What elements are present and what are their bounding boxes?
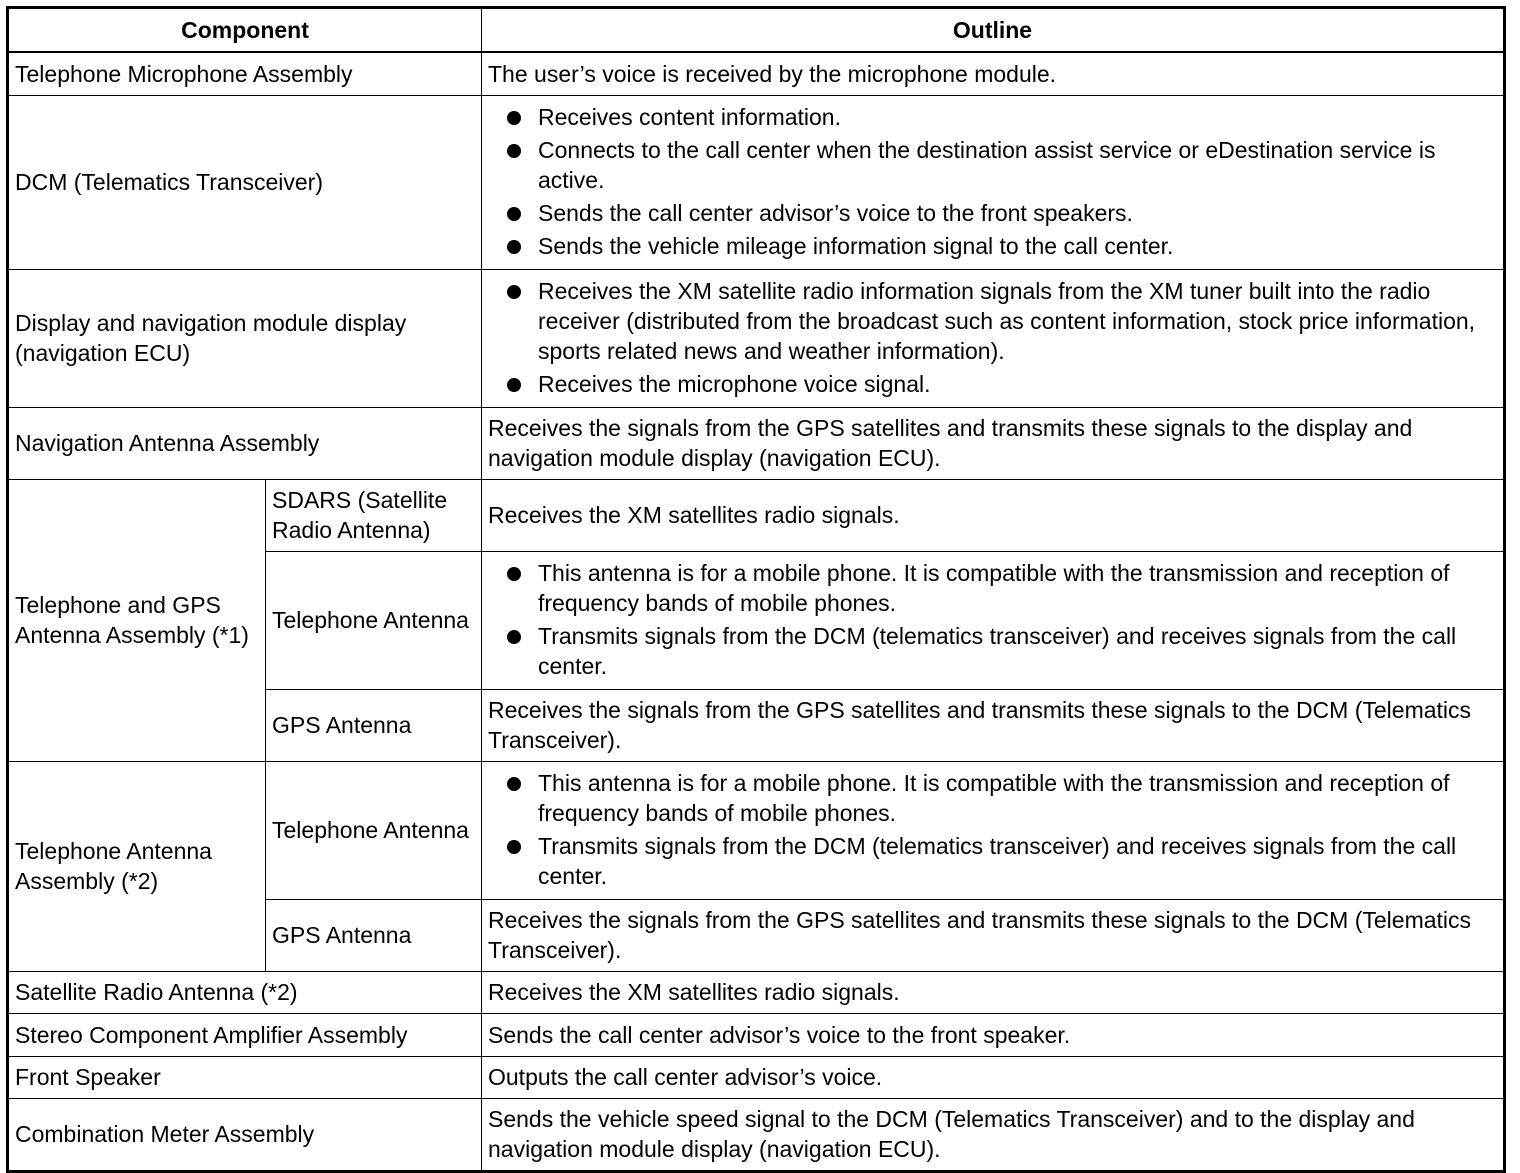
bullet-item: Receives the microphone voice signal. [538, 369, 1497, 399]
header-row [8, 8, 1505, 53]
bullet-item: Sends the vehicle mileage information signal to the call center. [538, 231, 1497, 261]
outline-cell [482, 761, 1505, 899]
component-cell: DCM (Telematics Transceiver) [8, 95, 482, 269]
component-cell: Satellite Radio Antenna (*2) [8, 971, 482, 1013]
outline-cell [482, 269, 1505, 407]
bullet-item: This antenna is for a mobile phone. It is compatible with the transmission and reception of frequency bands of mobile phones. [538, 768, 1497, 828]
outline-cell [482, 551, 1505, 689]
component-cell: Combination Meter Assembly [8, 1098, 482, 1171]
outline-cell: Receives the signals from the GPS satellites and transmits these signals to the DCM (Telematics Transceiver). [482, 899, 1505, 971]
component-cell: Telephone Antenna Assembly (*2) [8, 761, 266, 971]
bullet-list [488, 276, 1497, 399]
bullet-item: This antenna is for a mobile phone. It is compatible with the transmission and reception of frequency bands of mobile phones. [538, 558, 1497, 618]
bullet-item: Sends the call center advisor’s voice to the front speakers. [538, 198, 1497, 228]
component-cell: Telephone Microphone Assembly [8, 52, 482, 95]
component-cell: Navigation Antenna Assembly [8, 407, 482, 479]
table-row [8, 407, 1505, 479]
table-row [8, 1013, 1505, 1056]
bullet-item: Transmits signals from the DCM (telematics transceiver) and receives signals from the call center. [538, 831, 1497, 891]
outline-cell: Sends the vehicle speed signal to the DCM (Telematics Transceiver) and to the display and navigation module display (navigation ECU). [482, 1098, 1505, 1171]
component-cell: Front Speaker [8, 1056, 482, 1098]
outline-cell: Receives the signals from the GPS satellites and transmits these signals to the DCM (Telematics Transceiver). [482, 689, 1505, 761]
bullet-list [488, 102, 1497, 261]
subcomponent-cell: SDARS (Satellite Radio Antenna) [266, 479, 482, 551]
header-outline: Outline [482, 8, 1505, 53]
outline-cell: Receives the XM satellites radio signals. [482, 479, 1505, 551]
table-row [8, 971, 1505, 1013]
bullet-item: Transmits signals from the DCM (telematics transceiver) and receives signals from the call center. [538, 621, 1497, 681]
table-row [8, 1056, 1505, 1098]
bullet-item: Receives content information. [538, 102, 1497, 132]
outline-cell: Outputs the call center advisor’s voice. [482, 1056, 1505, 1098]
subcomponent-cell: Telephone Antenna [266, 761, 482, 899]
subcomponent-cell: GPS Antenna [266, 689, 482, 761]
subcomponent-cell: Telephone Antenna [266, 551, 482, 689]
bullet-list [488, 768, 1497, 891]
component-cell: Stereo Component Amplifier Assembly [8, 1013, 482, 1056]
outline-cell: Receives the XM satellites radio signals. [482, 971, 1505, 1013]
table-row [8, 269, 1505, 407]
component-outline-table [6, 6, 1506, 1173]
subcomponent-cell: GPS Antenna [266, 899, 482, 971]
table-row [8, 95, 1505, 269]
bullet-item: Connects to the call center when the destination assist service or eDestination service is active. [538, 135, 1497, 195]
table-row [8, 52, 1505, 95]
outline-cell: Receives the signals from the GPS satellites and transmits these signals to the display and navigation module display (navigation ECU). [482, 407, 1505, 479]
bullet-item: Receives the XM satellite radio information signals from the XM tuner built into the radio receiver (distributed from the broadcast such as content information, stock price information, sports related news and weather information). [538, 276, 1497, 366]
component-cell: Display and navigation module display (navigation ECU) [8, 269, 482, 407]
outline-cell [482, 95, 1505, 269]
header-component: Component [8, 8, 482, 53]
outline-cell: Sends the call center advisor’s voice to the front speaker. [482, 1013, 1505, 1056]
outline-cell: The user’s voice is received by the microphone module. [482, 52, 1505, 95]
table-row [8, 1098, 1505, 1171]
bullet-list [488, 558, 1497, 681]
table-row [8, 761, 1505, 899]
table-row [8, 479, 1505, 551]
component-cell: Telephone and GPS Antenna Assembly (*1) [8, 479, 266, 761]
